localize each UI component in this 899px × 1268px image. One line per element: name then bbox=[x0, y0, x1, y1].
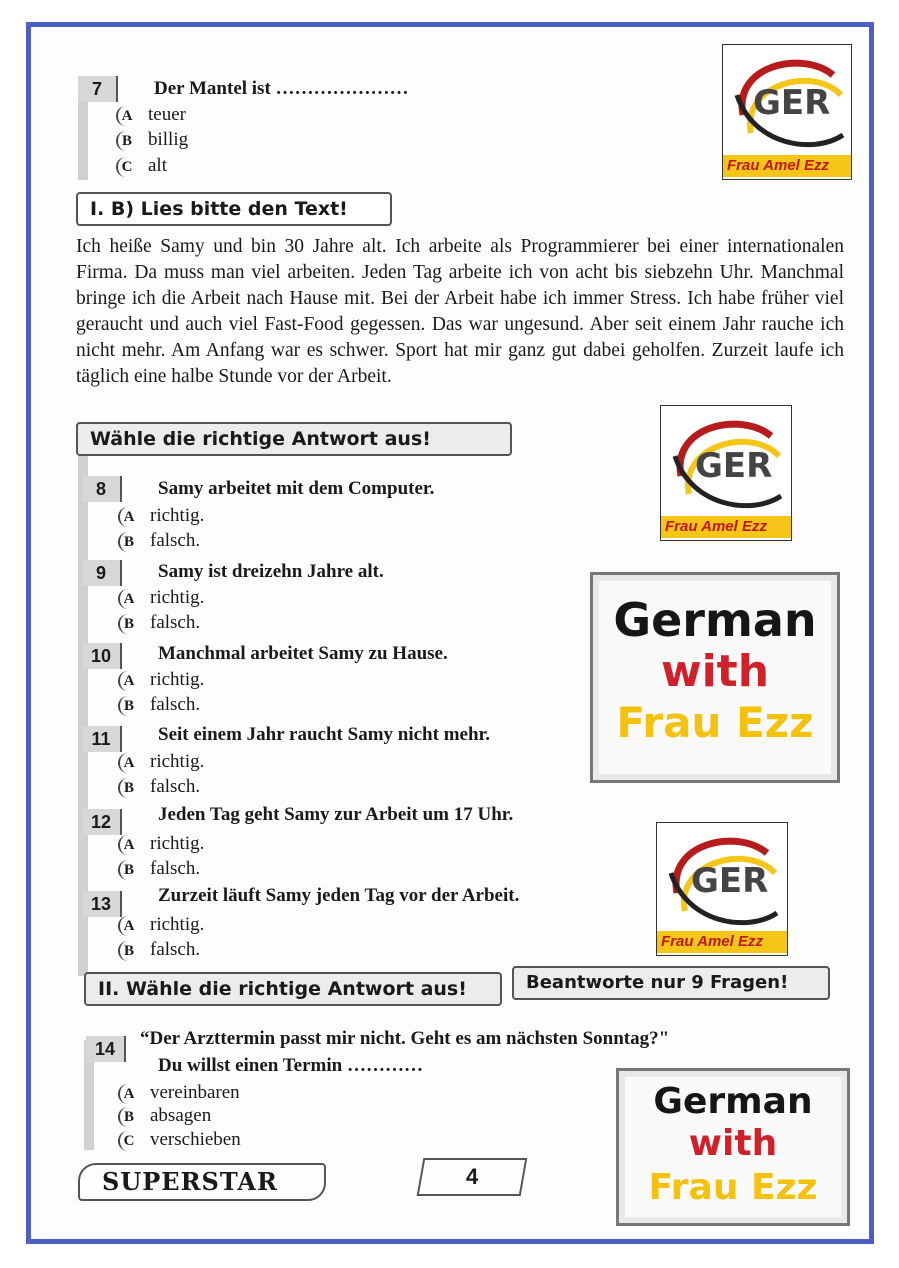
option-a[interactable] bbox=[118, 669, 204, 691]
option-letter: A bbox=[118, 753, 138, 773]
question-text: Jeden Tag geht Samy zur Arbeit um 17 Uhr. bbox=[158, 804, 514, 825]
option-text: absagen bbox=[150, 1105, 212, 1126]
option-text: falsch. bbox=[150, 530, 201, 551]
option-c[interactable] bbox=[118, 1129, 241, 1151]
option-b[interactable] bbox=[118, 858, 200, 880]
question-number: 7 bbox=[78, 76, 118, 102]
option-text: richtig. bbox=[150, 669, 205, 690]
promo-line-3: Frau Ezz bbox=[648, 1167, 818, 1208]
option-b[interactable] bbox=[118, 612, 200, 634]
option-letter: B bbox=[118, 532, 138, 552]
option-letter: A bbox=[118, 589, 138, 609]
option-a[interactable] bbox=[118, 914, 204, 936]
reading-text: Ich heiße Samy und bin 30 Jahre alt. Ich arbeite als Programmierer bei einer internationalen Firma. Da muss man viel arbeiten. Jeden Tag arbeite ich von acht bis siebzehn Uhr. Manchmal bringe ich die Arbeit nach Hause mit. Bei der Arbeit habe ich immer Stress. Ich habe früher viel geraucht und auch viel Fast-Food gegessen. Das war ungesund. Aber seit einem Jahr rauche ich nicht mehr. Am Anfang war es schwer. Sport hat mir ganz gut dabei geholfen. Zurzeit laufe ich täglich eine halbe Stunde vor der Arbeit. bbox=[76, 236, 844, 387]
option-a[interactable] bbox=[118, 505, 204, 527]
option-letter: A bbox=[118, 1084, 138, 1104]
promo-line-1: German bbox=[653, 1081, 813, 1122]
option-letter: C bbox=[118, 1131, 138, 1151]
superstar-brand: SUPERSTAR bbox=[78, 1163, 326, 1201]
option-letter: B bbox=[118, 860, 138, 880]
question-text: Samy ist dreizehn Jahre alt. bbox=[158, 561, 384, 582]
question-text: Samy arbeitet mit dem Computer. bbox=[158, 478, 435, 499]
page-number bbox=[417, 1158, 528, 1196]
section-title: I. B) Lies bitte den Text! bbox=[76, 192, 392, 226]
question-text: Zurzeit läuft Samy jeden Tag vor der Arbeit. bbox=[158, 885, 520, 906]
option-letter: B bbox=[116, 131, 136, 151]
promo-box bbox=[616, 1068, 850, 1226]
question-number: 9 bbox=[82, 560, 122, 586]
option-a[interactable] bbox=[116, 104, 186, 126]
logo-name: Frau Amel Ezz bbox=[657, 931, 788, 953]
question-number: 10 bbox=[82, 643, 122, 669]
option-text: teuer bbox=[148, 104, 186, 125]
option-a[interactable] bbox=[118, 587, 204, 609]
option-a[interactable] bbox=[118, 833, 204, 855]
option-text: falsch. bbox=[150, 939, 201, 960]
section-title: II. Wähle die richtige Antwort aus! bbox=[84, 972, 502, 1006]
promo-box bbox=[590, 572, 840, 783]
option-text: vereinbaren bbox=[150, 1082, 240, 1103]
option-letter: B bbox=[118, 1107, 138, 1127]
ger-logo bbox=[660, 405, 792, 541]
question-number: 8 bbox=[82, 476, 122, 502]
option-letter: A bbox=[116, 106, 136, 126]
option-b[interactable] bbox=[118, 1105, 211, 1127]
option-letter: B bbox=[118, 778, 138, 798]
option-b[interactable] bbox=[118, 939, 200, 961]
promo-line-1: German bbox=[613, 593, 817, 647]
question-number: 13 bbox=[82, 891, 122, 917]
option-letter: A bbox=[118, 671, 138, 691]
question-text: Manchmal arbeitet Samy zu Hause. bbox=[158, 643, 448, 664]
option-a[interactable] bbox=[118, 1082, 240, 1104]
question-text: “Der Arzttermin passt mir nicht. Geht es am nächsten Sonntag?" bbox=[140, 1028, 670, 1049]
option-b[interactable] bbox=[118, 694, 200, 716]
ger-logo bbox=[722, 44, 852, 180]
option-letter: A bbox=[118, 916, 138, 936]
option-text: richtig. bbox=[150, 914, 205, 935]
promo-line-2: with bbox=[688, 1123, 778, 1164]
option-b[interactable] bbox=[116, 129, 188, 151]
option-b[interactable] bbox=[118, 776, 200, 798]
option-text: verschieben bbox=[150, 1129, 241, 1150]
option-letter: B bbox=[118, 941, 138, 961]
question-bar bbox=[78, 102, 88, 180]
question-number: 14 bbox=[86, 1036, 126, 1062]
logo-ger-text: GER bbox=[691, 861, 769, 901]
option-text: richtig. bbox=[150, 587, 205, 608]
option-letter: C bbox=[116, 157, 136, 177]
option-text: richtig. bbox=[150, 751, 205, 772]
logo-name: Frau Amel Ezz bbox=[661, 516, 792, 538]
question-number: 12 bbox=[82, 809, 122, 835]
logo-ger-text: GER bbox=[753, 83, 831, 123]
option-text: falsch. bbox=[150, 612, 201, 633]
instruction-note: Beantworte nur 9 Fragen! bbox=[512, 966, 830, 1000]
option-text: richtig. bbox=[150, 833, 205, 854]
option-letter: A bbox=[118, 835, 138, 855]
option-b[interactable] bbox=[118, 530, 200, 552]
promo-line-3: Frau Ezz bbox=[616, 698, 814, 747]
promo-line-2: with bbox=[660, 646, 770, 697]
option-text: falsch. bbox=[150, 858, 201, 879]
page-number-text: 4 bbox=[465, 1164, 479, 1189]
question-number: 11 bbox=[82, 726, 122, 752]
logo-name: Frau Amel Ezz bbox=[723, 155, 852, 177]
option-letter: A bbox=[118, 507, 138, 527]
instruction-banner: Wähle die richtige Antwort aus! bbox=[76, 422, 512, 456]
question-text: Seit einem Jahr raucht Samy nicht mehr. bbox=[158, 724, 490, 745]
question-text: Der Mantel ist ………………… bbox=[154, 78, 409, 99]
option-letter: B bbox=[118, 614, 138, 634]
option-text: falsch. bbox=[150, 776, 201, 797]
option-text: richtig. bbox=[150, 505, 205, 526]
logo-ger-text: GER bbox=[695, 446, 773, 486]
option-a[interactable] bbox=[118, 751, 204, 773]
option-text: falsch. bbox=[150, 694, 201, 715]
option-text: billig bbox=[148, 129, 189, 150]
ger-logo bbox=[656, 822, 788, 956]
option-text: alt bbox=[148, 155, 167, 176]
option-c[interactable] bbox=[116, 155, 167, 177]
option-letter: B bbox=[118, 696, 138, 716]
question-text-2: Du willst einen Termin ………… bbox=[158, 1055, 423, 1076]
